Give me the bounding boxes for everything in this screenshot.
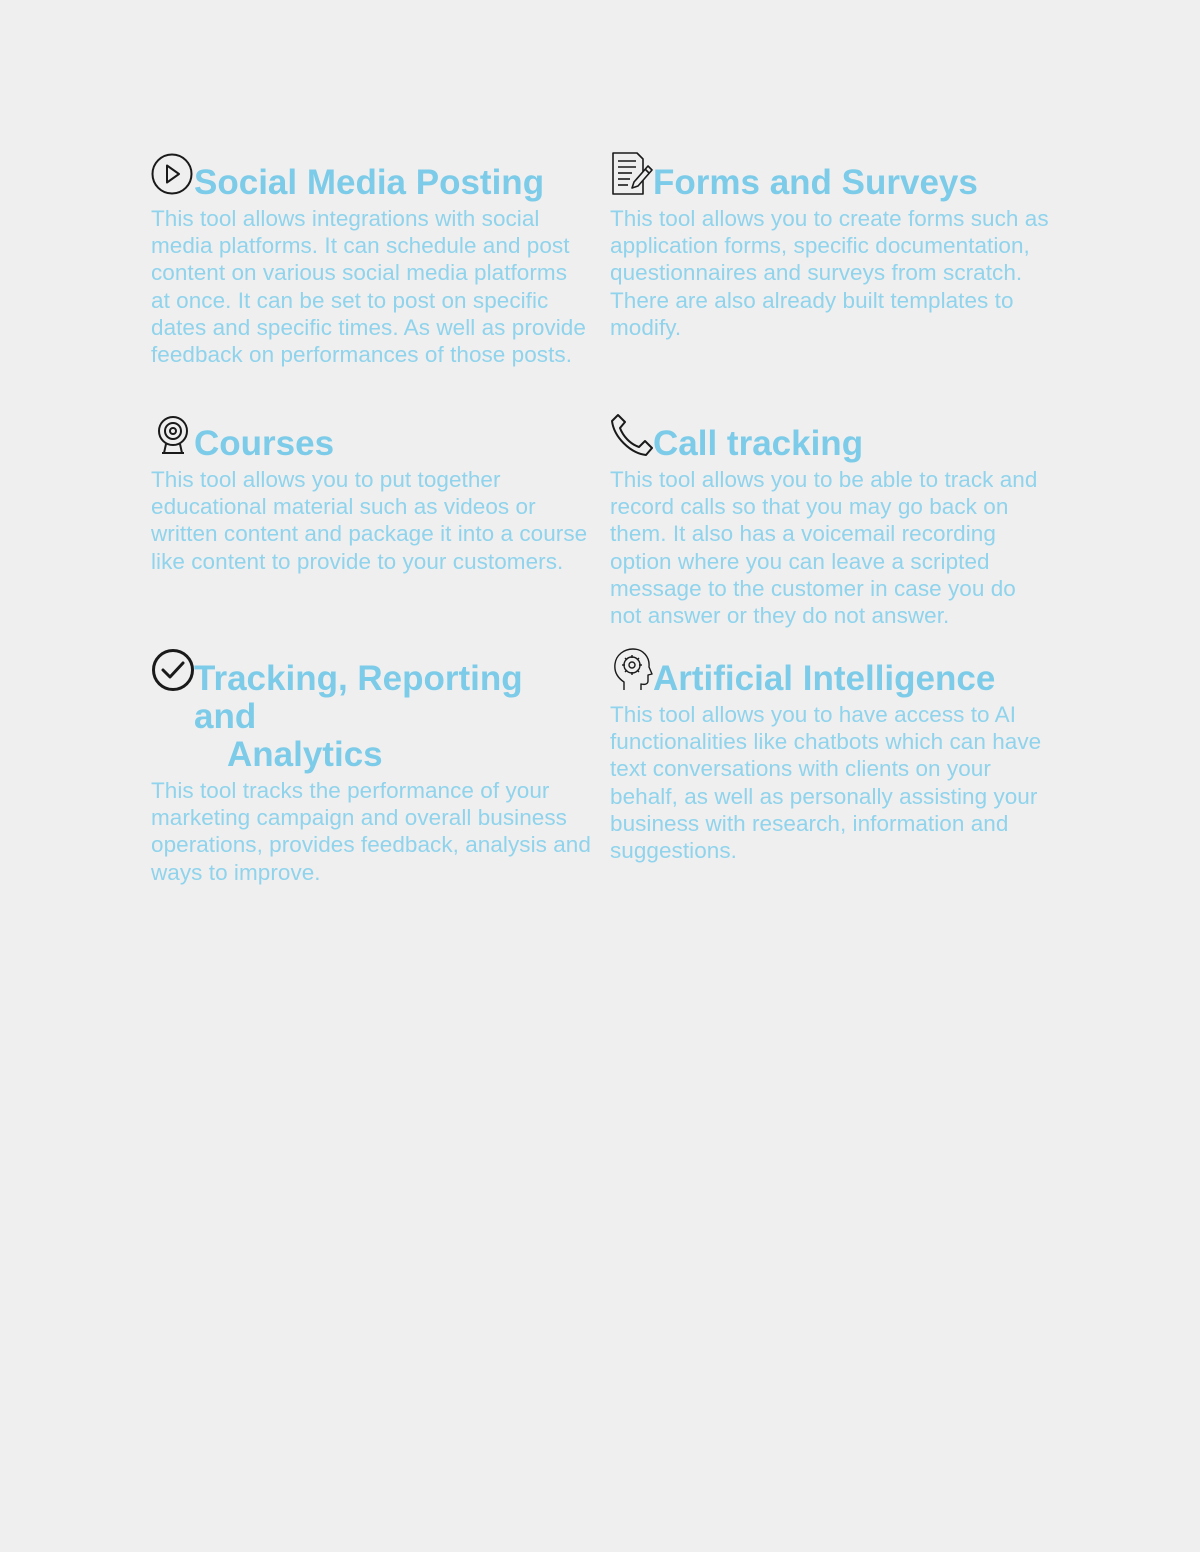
card-heading: [151, 152, 591, 202]
card-title-line1: Tracking, Reporting and: [194, 659, 523, 736]
card-heading: [610, 413, 1050, 463]
phone-icon: [610, 413, 654, 457]
card-description: This tool tracks the performance of your marketing campaign and overall business operations, provides feedback, analysis and ways to improve.: [151, 778, 591, 885]
card-description: This tool allows you to create forms such as application forms, specific documentation, questionnaires and surveys from scratch. There are also already built templates to modify.: [610, 206, 1049, 340]
card-tracking-reporting-analytics: [151, 648, 591, 886]
card-description: This tool allows you to have access to AI functionalities like chatbots which can have text conversations with clients on your behalf, as well as personally assisting your business with research, information and suggestions.: [610, 702, 1042, 864]
card-heading: [610, 152, 1050, 202]
card-title: [151, 648, 591, 774]
card-social-media-posting: [151, 152, 591, 368]
card-heading: [151, 648, 591, 774]
document-edit-icon: [610, 152, 654, 196]
webcam-icon: [151, 413, 195, 457]
card-description: This tool allows you to put together educational material such as videos or written content and package it into a course like content to provide to your customers.: [151, 467, 588, 574]
card-title: Courses: [194, 424, 335, 463]
card-title: Call tracking: [653, 424, 864, 463]
card-title: Social Media Posting: [194, 163, 545, 202]
card-title-line2: Analytics: [227, 735, 383, 774]
card-call-tracking: [610, 413, 1050, 629]
card-title: Forms and Surveys: [653, 163, 978, 202]
play-circle-icon: [151, 152, 195, 196]
card-forms-and-surveys: [610, 152, 1050, 341]
card-title: Artificial Intelligence: [653, 659, 996, 698]
card-artificial-intelligence: [610, 648, 1050, 864]
card-courses: [151, 413, 591, 575]
card-description: This tool allows you to be able to track and record calls so that you may go back on them. It also has a voicemail recording option where you can leave a scripted message to the customer in case you do not answer or they do not answer.: [610, 467, 1038, 629]
ai-head-icon: [610, 648, 654, 692]
card-description: This tool allows integrations with social media platforms. It can schedule and post content on various social media platforms at once. It can be set to post on specific dates and specific times. As well as provide feedback on performances of those posts.: [151, 206, 586, 368]
card-heading: [610, 648, 1050, 698]
check-circle-icon: [151, 648, 195, 692]
card-heading: [151, 413, 591, 463]
